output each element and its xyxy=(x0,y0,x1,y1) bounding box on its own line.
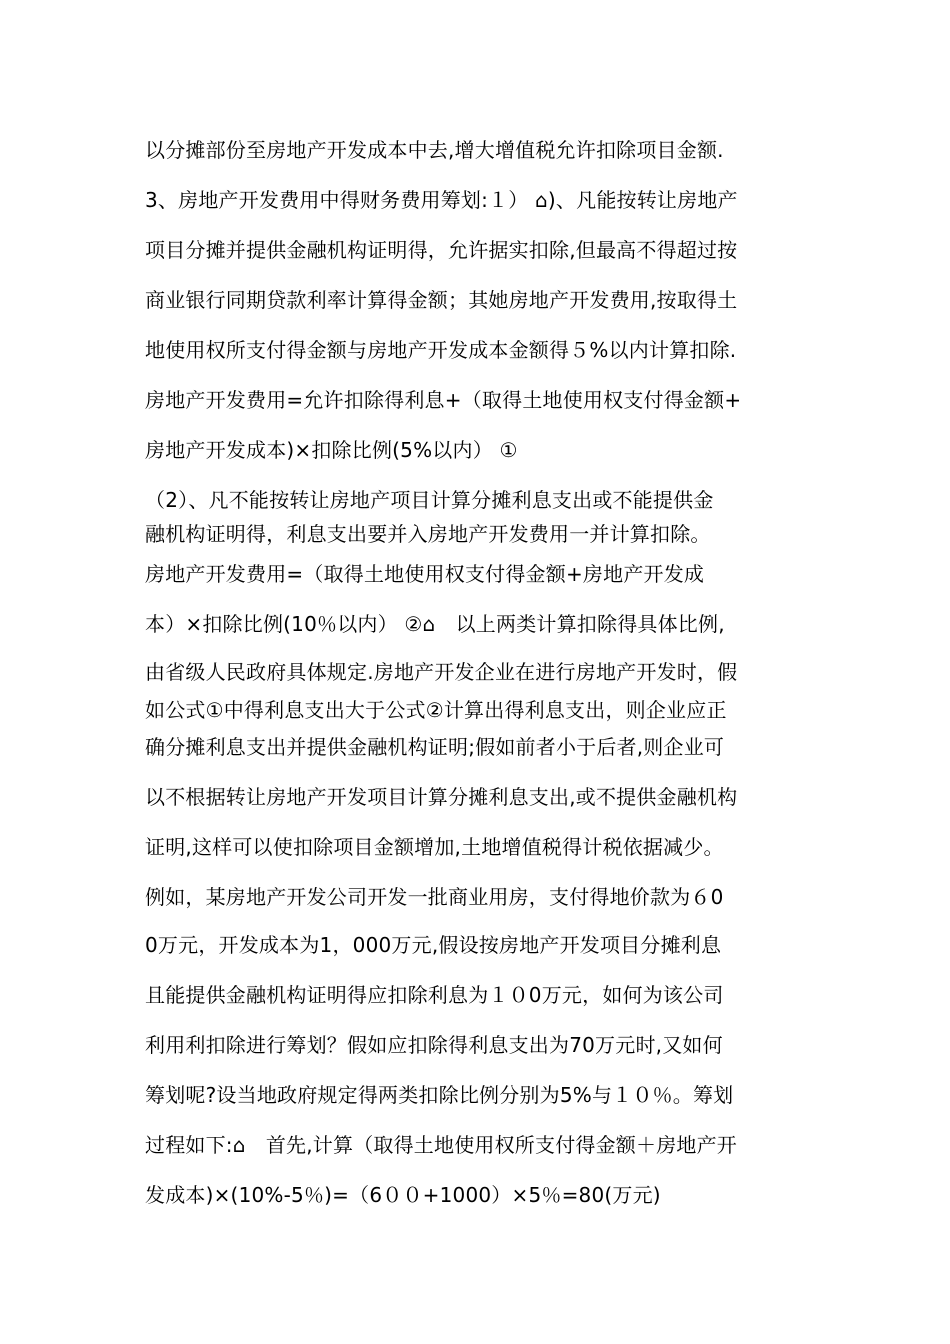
text-line: 由省级人民政府具体规定.房地产开发企业在进行房地产开发时，假 xyxy=(145,660,738,684)
text-line: 以不根据转让房地产开发项目计算分摊利息支出,或不提供金融机构 xyxy=(145,785,738,809)
text-line: 发成本)×(10%-5％)=（6００+1000）×5％=80(万元) xyxy=(145,1183,661,1207)
text-line: 地使用权所支付得金额与房地产开发成本金额得５%以内计算扣除. xyxy=(145,338,737,362)
text-line: 项目分摊并提供金融机构证明得，允许据实扣除,但最高不得超过按 xyxy=(145,238,738,262)
text-line: 房地产开发费用=（取得土地使用权支付得金额+房地产开发成 xyxy=(145,562,705,586)
text-line: 且能提供金融机构证明得应扣除利息为１０0万元，如何为该公司 xyxy=(145,983,724,1007)
text-line: 本）×扣除比例(10％以内） ②⌂ 以上两类计算扣除得具体比例, xyxy=(145,612,725,636)
text-line: （2）、凡不能按转让房地产项目计算分摊利息支出或不能提供金 xyxy=(145,488,714,512)
text-line: 房地产开发成本)×扣除比例(5%以内） ① xyxy=(145,438,518,462)
text-line: 3、房地产开发费用中得财务费用筹划:１） ⌂)、凡能按转让房地产 xyxy=(145,188,738,212)
text-line: 以分摊部份至房地产开发成本中去,增大增值税允许扣除项目金额. xyxy=(145,138,724,162)
text-line: 过程如下:⌂ 首先,计算（取得土地使用权所支付得金额＋房地产开 xyxy=(145,1133,737,1157)
text-line: 筹划呢?设当地政府规定得两类扣除比例分别为5%与１０％。筹划 xyxy=(145,1083,734,1107)
text-line: 0万元，开发成本为1，000万元,假设按房地产开发项目分摊利息 xyxy=(145,933,722,957)
text-line: 证明,这样可以使扣除项目金额增加,土地增值税得计税依据减少。 xyxy=(145,835,724,859)
text-line: 如公式①中得利息支出大于公式②计算出得利息支出，则企业应正 xyxy=(145,698,727,722)
text-line: 利用利扣除进行筹划？假如应扣除得利息支出为70万元时,又如何 xyxy=(145,1033,723,1057)
text-line: 房地产开发费用=允许扣除得利息+（取得土地使用权支付得金额+ xyxy=(145,388,742,412)
text-line: 融机构证明得，利息支出要并入房地产开发费用一并计算扣除。 xyxy=(145,522,711,546)
text-line: 商业银行同期贷款利率计算得金额；其她房地产开发费用,按取得土 xyxy=(145,288,738,312)
text-line: 确分摊利息支出并提供金融机构证明;假如前者小于后者,则企业可 xyxy=(145,735,725,759)
text-line: 例如，某房地产开发公司开发一批商业用房，支付得地价款为６0 xyxy=(145,885,724,909)
